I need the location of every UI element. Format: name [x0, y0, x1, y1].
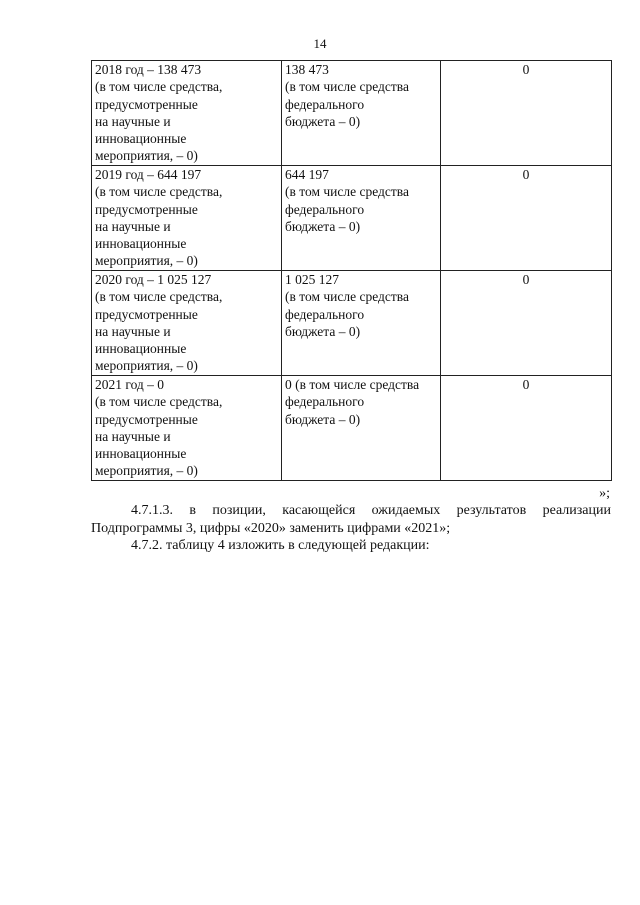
cell-line: 2021 год – 0 [95, 377, 165, 392]
cell-line: 644 197 [285, 167, 329, 182]
table-row [92, 166, 612, 271]
cell-line: мероприятия, – 0) [95, 463, 198, 479]
cell-line: (в том числе средства [285, 184, 409, 200]
cell-line: федерального [285, 201, 365, 217]
regional-budget-cell [282, 166, 441, 271]
year-total-cell [92, 61, 282, 166]
cell-line: 2019 год – 644 197 [95, 167, 202, 182]
regional-budget-cell [282, 61, 441, 166]
other-source-cell: 0 [441, 166, 612, 271]
other-source-cell: 0 [441, 376, 612, 481]
cell-line: федерального [285, 306, 365, 322]
cell-line: инновационные [95, 236, 187, 252]
cell-line: на научные и [95, 323, 171, 339]
budget-table [91, 60, 612, 481]
cell-line: федерального [285, 394, 365, 410]
table-row [92, 271, 612, 376]
cell-line: на научные и [95, 218, 171, 234]
cell-line: инновационные [95, 131, 187, 147]
paragraph-line: 4.7.1.3. в позиции, касающейся ожидаемых результатов реализации [131, 503, 611, 518]
closing-quote-mark: »; [599, 486, 610, 501]
cell-line: федерального [285, 96, 365, 112]
cell-line: (в том числе средства, [95, 289, 223, 305]
cell-line: 2018 год – 138 473 [95, 62, 202, 77]
year-total-cell [92, 271, 282, 376]
cell-line: предусмотренные [95, 96, 198, 112]
cell-line: предусмотренные [95, 306, 198, 322]
other-source-cell: 0 [441, 271, 612, 376]
paragraph-line: Подпрограммы 3, цифры «2020» заменить цифрами «2021»; [91, 520, 451, 536]
year-total-cell [92, 166, 282, 271]
year-total-cell [92, 376, 282, 481]
cell-line: мероприятия, – 0) [95, 358, 198, 374]
other-source-cell: 0 [441, 61, 612, 166]
cell-line: бюджета – 0) [285, 411, 361, 427]
cell-line: (в том числе средства [285, 289, 409, 305]
amendment-paragraph-4-7-1-3 [91, 502, 611, 537]
cell-line: предусмотренные [95, 201, 198, 217]
cell-line: мероприятия, – 0) [95, 253, 198, 269]
table-row [92, 61, 612, 166]
regional-budget-cell [282, 271, 441, 376]
page-number: 14 [313, 36, 327, 51]
cell-line: бюджета – 0) [285, 323, 361, 339]
cell-line: 138 473 [285, 62, 329, 77]
cell-line: (в том числе средства, [95, 79, 223, 95]
regional-budget-cell [282, 376, 441, 481]
cell-line: инновационные [95, 446, 187, 462]
cell-line: бюджета – 0) [285, 113, 361, 129]
cell-line: инновационные [95, 341, 187, 357]
cell-line: предусмотренные [95, 411, 198, 427]
amendment-paragraph-4-7-2: 4.7.2. таблицу 4 изложить в следующей редакции: [131, 538, 430, 553]
cell-line: на научные и [95, 428, 171, 444]
cell-line: (в том числе средства, [95, 184, 223, 200]
cell-line: мероприятия, – 0) [95, 148, 198, 164]
cell-line: 2020 год – 1 025 127 [95, 272, 212, 287]
cell-line: (в том числе средства [285, 79, 409, 95]
cell-line: 0 (в том числе средства [285, 377, 420, 392]
cell-line: 1 025 127 [285, 272, 339, 287]
cell-line: (в том числе средства, [95, 394, 223, 410]
table-row [92, 376, 612, 481]
cell-line: бюджета – 0) [285, 218, 361, 234]
cell-line: на научные и [95, 113, 171, 129]
